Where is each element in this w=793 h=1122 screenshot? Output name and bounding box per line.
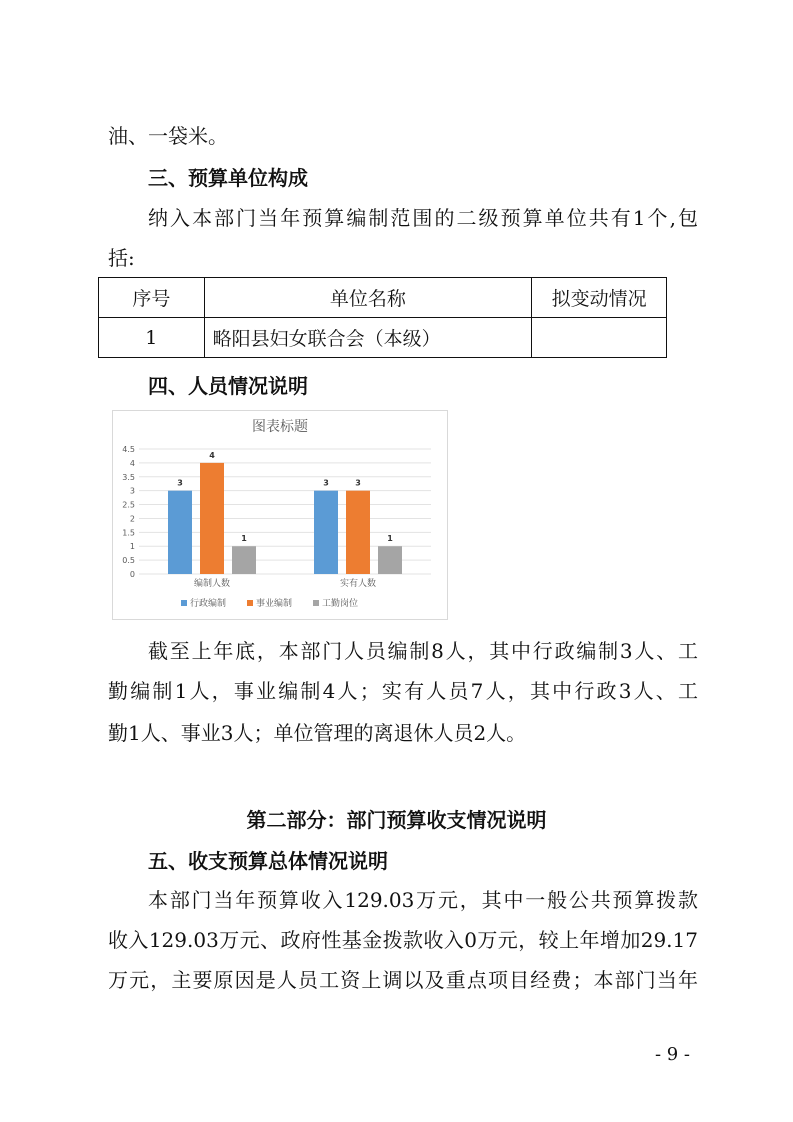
legend-label: 事业编制 bbox=[256, 599, 293, 609]
staff-bar-chart bbox=[112, 410, 448, 620]
paragraph-line: 万元，主要原因是人员工资上调以及重点项目经费；本部门当年 bbox=[108, 968, 698, 992]
table-header-cell: 拟变动情况 bbox=[532, 278, 667, 318]
y-tick-label: 2.5 bbox=[122, 500, 135, 510]
legend-label: 工勤岗位 bbox=[322, 599, 359, 609]
legend-swatch bbox=[247, 600, 253, 606]
paragraph-line: 本部门当年预算收入129.03万元，其中一般公共预算拨款 bbox=[148, 888, 698, 912]
paragraph-line: 收入129.03万元、政府性基金拨款收入0万元，较上年增加29.17 bbox=[108, 928, 698, 952]
bar bbox=[232, 546, 256, 574]
chart-title: 图表标题 bbox=[252, 419, 308, 435]
paragraph-line: 勤1人、事业3人；单位管理的离退休人员2人。 bbox=[108, 721, 527, 745]
paragraph-line: 截至上年底，本部门人员编制8人，其中行政编制3人、工 bbox=[148, 639, 698, 663]
table-header-cell: 序号 bbox=[99, 278, 205, 318]
budget-units-table bbox=[98, 277, 667, 358]
section-heading-4: 四、人员情况说明 bbox=[148, 374, 308, 398]
table-cell bbox=[532, 318, 667, 358]
chart-canvas bbox=[113, 411, 447, 619]
section-heading-3: 三、预算单位构成 bbox=[148, 166, 308, 190]
bar bbox=[378, 546, 402, 574]
bar bbox=[314, 491, 338, 574]
bar bbox=[168, 491, 192, 574]
legend-swatch bbox=[313, 600, 319, 606]
data-label: 4 bbox=[209, 450, 215, 460]
bar bbox=[346, 491, 370, 574]
section-heading-5: 五、收支预算总体情况说明 bbox=[148, 849, 388, 873]
x-tick-label: 实有人数 bbox=[339, 579, 377, 589]
y-tick-label: 2 bbox=[129, 514, 135, 524]
paragraph-line: 勤编制1人，事业编制4人；实有人员7人，其中行政3人、工 bbox=[108, 679, 698, 703]
data-label: 3 bbox=[177, 478, 183, 488]
data-label: 3 bbox=[323, 478, 329, 488]
y-tick-label: 4.5 bbox=[122, 445, 135, 454]
y-tick-label: 1.5 bbox=[122, 528, 135, 538]
paragraph-line: 油、一袋米。 bbox=[108, 124, 228, 148]
y-tick-label: 4 bbox=[129, 458, 135, 468]
table-header-row bbox=[99, 278, 667, 318]
data-label: 3 bbox=[355, 478, 361, 488]
legend-swatch bbox=[181, 600, 187, 606]
y-tick-label: 1 bbox=[129, 542, 135, 552]
y-tick-label: 3 bbox=[129, 486, 135, 496]
data-label: 1 bbox=[387, 534, 393, 544]
y-tick-label: 0 bbox=[129, 570, 135, 579]
paragraph-line: 括: bbox=[108, 246, 135, 270]
table-cell: 略阳县妇女联合会（本级） bbox=[204, 318, 531, 358]
paragraph-line: 纳入本部门当年预算编制范围的二级预算单位共有1个,包 bbox=[148, 206, 698, 230]
table-row bbox=[99, 318, 667, 358]
table-header-cell: 单位名称 bbox=[204, 278, 531, 318]
page-number: - 9 - bbox=[654, 1044, 690, 1065]
y-tick-label: 0.5 bbox=[122, 556, 135, 566]
data-label: 1 bbox=[241, 534, 247, 544]
legend-label: 行政编制 bbox=[190, 599, 227, 609]
table-cell: 1 bbox=[99, 318, 205, 358]
bar bbox=[200, 463, 224, 574]
part-title: 第二部分：部门预算收支情况说明 bbox=[246, 808, 547, 832]
y-tick-label: 3.5 bbox=[122, 472, 135, 482]
x-tick-label: 编制人数 bbox=[193, 579, 231, 589]
